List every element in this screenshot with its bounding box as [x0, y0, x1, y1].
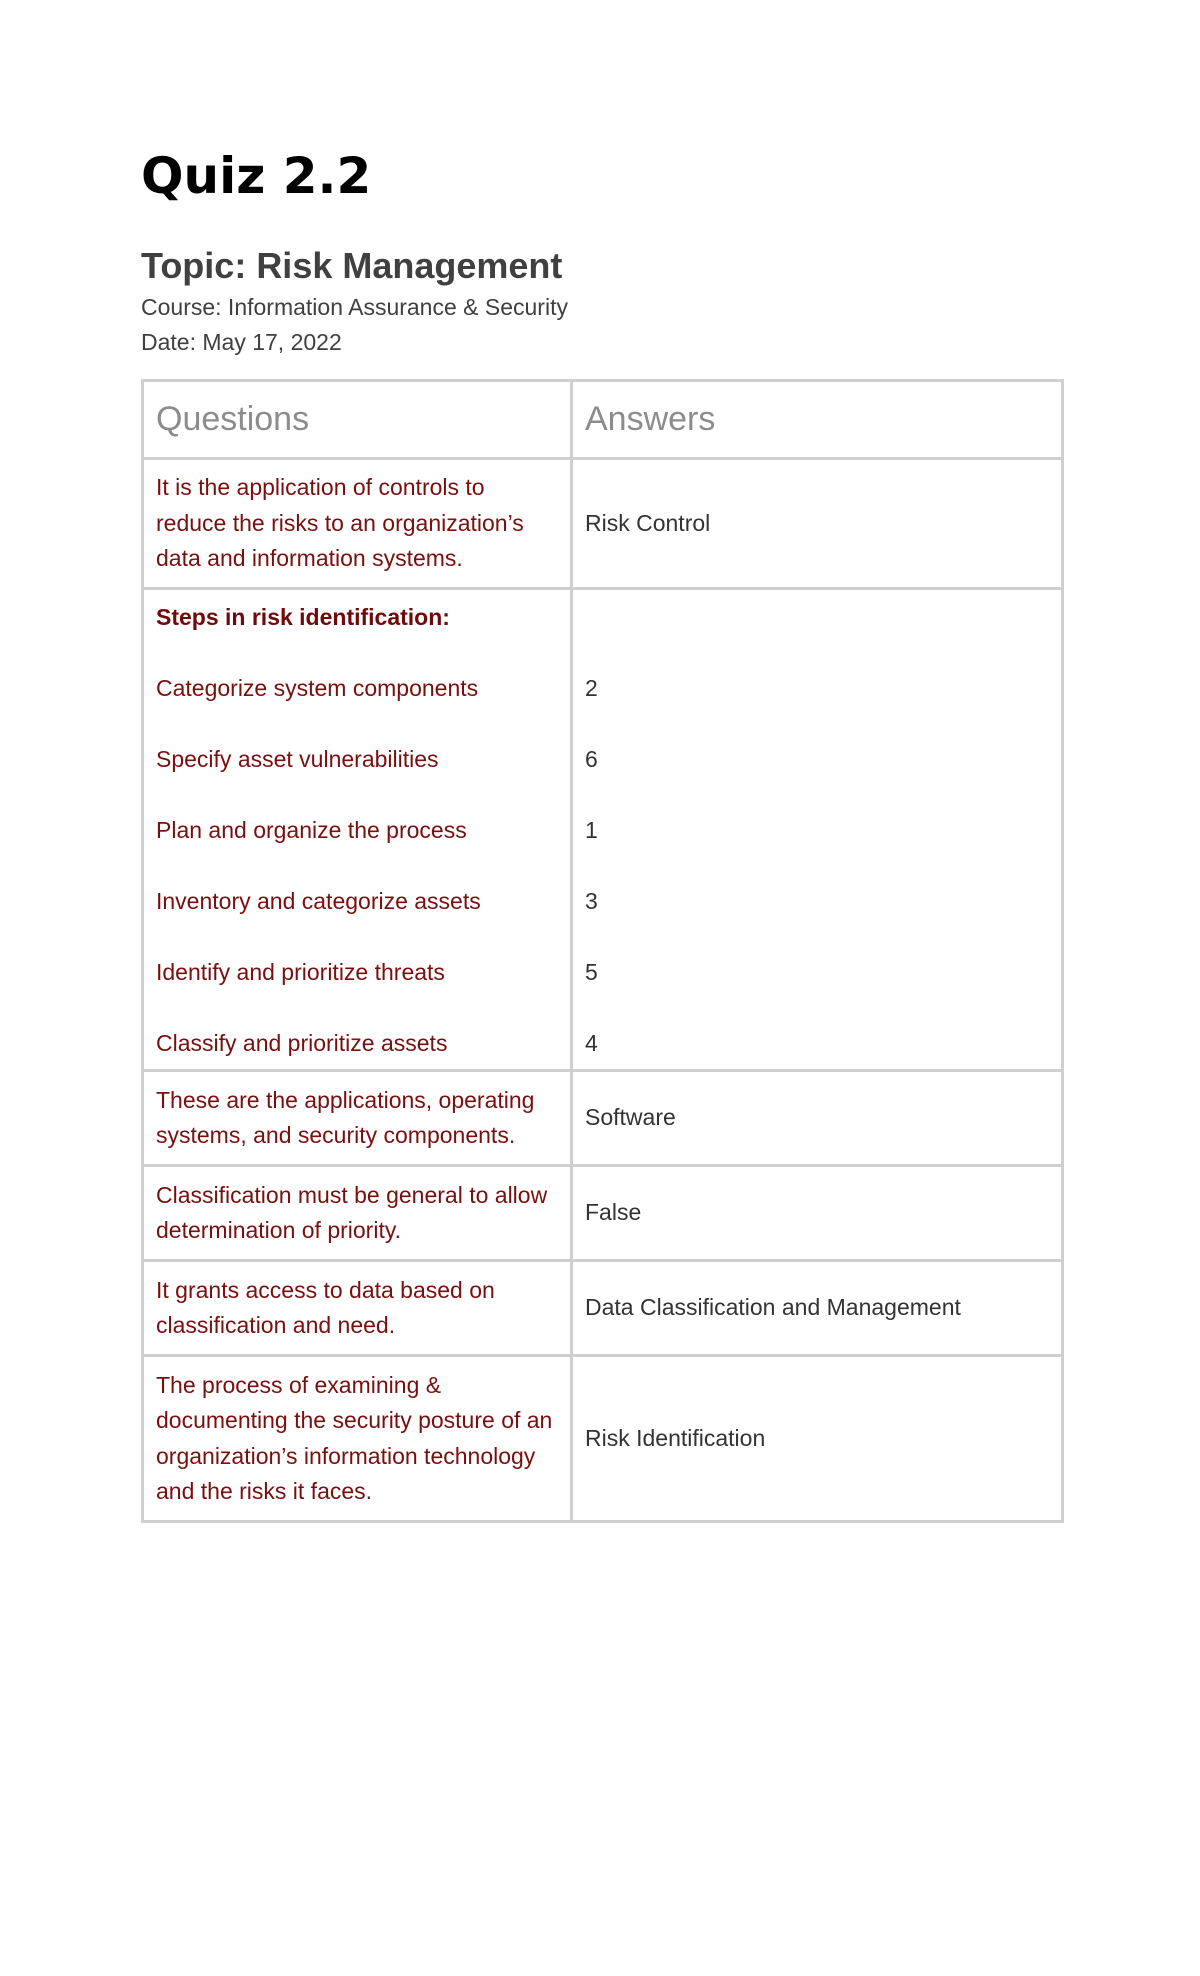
- table-row: [143, 1071, 1063, 1166]
- step-order: 4: [585, 1030, 598, 1056]
- step-item: Classify and prioritize assets: [156, 1030, 448, 1056]
- answer-cell: Software: [572, 1071, 1063, 1166]
- questions-header: Questions: [143, 381, 572, 459]
- step-item: Specify asset vulnerabilities: [156, 746, 439, 772]
- table-row: [143, 459, 1063, 589]
- answer-cell: Data Classification and Management: [572, 1261, 1063, 1356]
- step-order: 2: [585, 675, 598, 701]
- step-order-spacer: [585, 600, 1049, 671]
- question-cell: These are the applications, operating systems, and security components.: [143, 1071, 572, 1166]
- question-cell: Classification must be general to allow determination of priority.: [143, 1166, 572, 1261]
- question-cell: The process of examining & documenting the security posture of an organization’s information technology and the risks it faces.: [143, 1356, 572, 1522]
- question-cell: It is the application of controls to reduce the risks to an organization’s data and information systems.: [143, 459, 572, 589]
- table-row: [143, 1356, 1063, 1522]
- table-row: [143, 1261, 1063, 1356]
- steps-list: [156, 600, 558, 1061]
- answer-cell: False: [572, 1166, 1063, 1261]
- steps-question-cell: [143, 589, 572, 1071]
- question-cell: It grants access to data based on classification and need.: [143, 1261, 572, 1356]
- quiz-topic: Topic: Risk Management: [141, 245, 563, 286]
- answer-cell: Risk Control: [572, 459, 1063, 589]
- step-order: 6: [585, 746, 598, 772]
- step-item: Identify and prioritize threats: [156, 959, 445, 985]
- steps-answer-cell: [572, 589, 1063, 1071]
- table-row-steps: [143, 589, 1063, 1071]
- answer-cell: Risk Identification: [572, 1356, 1063, 1522]
- answers-header: Answers: [572, 381, 1063, 459]
- date-line: Date: May 17, 2022: [141, 329, 342, 355]
- table-row: [143, 1166, 1063, 1261]
- step-order: 3: [585, 888, 598, 914]
- step-order-list: [585, 600, 1049, 1061]
- quiz-table: [141, 379, 1064, 1523]
- step-item: Inventory and categorize assets: [156, 888, 481, 914]
- step-item: Plan and organize the process: [156, 817, 467, 843]
- step-order: 5: [585, 959, 598, 985]
- step-item: Categorize system components: [156, 675, 479, 701]
- quiz-title: Quiz 2.2: [141, 147, 372, 205]
- steps-heading: Steps in risk identification:: [156, 604, 450, 630]
- course-line: Course: Information Assurance & Security: [141, 294, 568, 320]
- step-order: 1: [585, 817, 598, 843]
- table-header-row: [143, 381, 1063, 459]
